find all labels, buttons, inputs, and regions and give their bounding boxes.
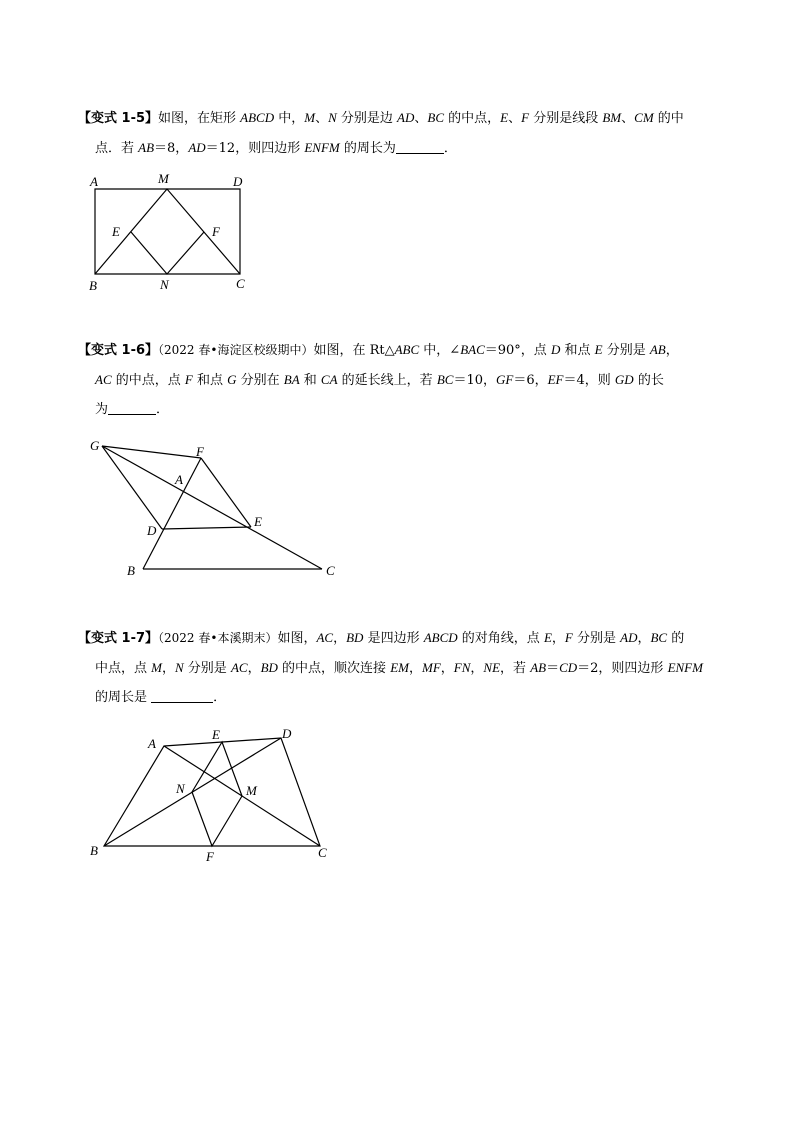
text: 、	[414, 111, 428, 126]
math: F	[184, 372, 193, 387]
text: 的中点，点	[111, 373, 185, 388]
text: 如图，	[277, 631, 317, 646]
text: 的	[667, 631, 685, 646]
text: 的周长是	[95, 690, 152, 705]
math: CM	[634, 110, 654, 125]
math: BD	[260, 660, 278, 675]
text: ．	[156, 402, 170, 417]
math: E	[594, 342, 603, 357]
math: BA	[283, 372, 300, 387]
label-c: C	[236, 276, 245, 291]
label-a: A	[175, 472, 183, 487]
math: AD	[188, 140, 206, 155]
label-f: F	[212, 224, 220, 239]
label-b: B	[89, 278, 97, 293]
math: CA	[320, 372, 338, 387]
label-f: F	[206, 849, 214, 864]
math: AB	[530, 660, 547, 675]
text: ，	[637, 631, 651, 646]
math: E	[543, 630, 552, 645]
math: NE	[483, 660, 501, 675]
math: E	[500, 110, 509, 125]
math: BC	[427, 110, 445, 125]
math: AC	[230, 660, 248, 675]
math: BD	[346, 630, 364, 645]
label-d: D	[282, 726, 292, 741]
text: ，	[161, 661, 175, 676]
text: ＝	[546, 661, 560, 676]
label-e: E	[212, 727, 220, 742]
math: AB	[138, 140, 155, 155]
text: 的中点，	[444, 111, 501, 126]
math: CD	[559, 660, 578, 675]
math: F	[521, 110, 530, 125]
text: ＝6，	[513, 373, 548, 388]
text: 的周长为	[339, 141, 396, 156]
math: AB	[649, 342, 666, 357]
label-d: D	[233, 174, 243, 189]
label-b: B	[127, 563, 135, 578]
math: MF	[421, 660, 441, 675]
text: 中点，点	[95, 661, 152, 676]
math: AC	[316, 630, 334, 645]
text: 和点	[192, 373, 228, 388]
label-n: N	[176, 781, 185, 796]
text: 分别是	[602, 343, 650, 358]
text: 和点	[560, 343, 595, 358]
math: M	[304, 110, 316, 125]
problem-tag: 【变式 1-7】	[78, 631, 159, 646]
text: 如图，在矩形	[158, 111, 241, 126]
text: 点．若	[95, 141, 139, 156]
math: ENFM	[667, 660, 703, 675]
quadrilateral-enfm	[192, 742, 242, 846]
text: ，	[470, 661, 484, 676]
text: 是四边形	[363, 631, 424, 646]
text: 中，∠	[419, 343, 461, 358]
text: ＝4，则	[563, 373, 615, 388]
text: 如图，在 Rt△	[313, 343, 395, 358]
problem-tag: 【变式 1-6】	[78, 343, 159, 358]
text: 、	[621, 111, 635, 126]
problem-source: （2022 春•海淀区校级期中）	[158, 343, 314, 357]
text: ．	[213, 690, 227, 705]
text: 和	[299, 373, 321, 388]
math: EF	[547, 372, 564, 387]
math: BC	[436, 372, 454, 387]
math: ABCD	[240, 110, 275, 125]
text: ＝90°，点	[484, 343, 551, 358]
text: 的延长线上，若	[337, 373, 437, 388]
math: GF	[495, 372, 514, 387]
text: ＝2，则四边形	[577, 661, 668, 676]
text: ，	[247, 661, 261, 676]
math: ABCD	[423, 630, 458, 645]
math: AC	[95, 372, 112, 387]
text: 、	[315, 111, 329, 126]
text: 为	[95, 402, 109, 417]
label-n: N	[160, 277, 169, 292]
math: BM	[602, 110, 622, 125]
label-e: E	[112, 224, 120, 239]
label-a: A	[90, 174, 98, 189]
math: N	[328, 110, 337, 125]
label-e: E	[254, 514, 262, 529]
math: EM	[390, 660, 409, 675]
problem-source: （2022 春•本溪期末）	[158, 631, 278, 645]
text: 的中	[653, 111, 684, 126]
text: ＝8，	[154, 141, 189, 156]
math: G	[227, 372, 237, 387]
label-d: D	[147, 523, 157, 538]
text: 、	[508, 111, 522, 126]
problem-tag: 【变式 1-5】	[78, 111, 159, 126]
label-b: B	[90, 843, 98, 858]
label-a: A	[148, 736, 156, 751]
math: D	[550, 342, 561, 357]
text: 分别是边	[336, 111, 398, 126]
text: ，若	[500, 661, 531, 676]
math: FN	[453, 660, 471, 675]
text: 中，	[274, 111, 305, 126]
text: ＝12，则四边形	[205, 141, 305, 156]
text: 的中点，顺次连接	[277, 661, 391, 676]
quadrilateral-abcd	[104, 738, 320, 846]
text: 的对角线，点	[457, 631, 544, 646]
text: ，	[665, 343, 679, 358]
text: ，	[440, 661, 454, 676]
text: ，	[408, 661, 422, 676]
text: ．	[443, 141, 457, 156]
text: ＝10，	[453, 373, 496, 388]
text: 分别是	[183, 661, 231, 676]
math: N	[175, 660, 184, 675]
label-f: F	[196, 444, 204, 459]
text: 分别是	[572, 631, 621, 646]
math: M	[151, 660, 162, 675]
text: ，	[551, 631, 565, 646]
label-c: C	[326, 563, 335, 578]
label-c: C	[318, 845, 327, 860]
text: 分别在	[236, 373, 284, 388]
text: ，	[333, 631, 347, 646]
math: AD	[620, 630, 638, 645]
math: ABC	[394, 342, 420, 357]
math: AD	[397, 110, 415, 125]
math: BAC	[460, 342, 485, 357]
label-g: G	[90, 438, 100, 453]
label-m: M	[246, 783, 257, 798]
text: 的长	[633, 373, 664, 388]
math: ENFM	[304, 140, 340, 155]
label-m: M	[158, 171, 169, 186]
math: F	[564, 630, 573, 645]
text: 分别是线段	[529, 111, 603, 126]
math: GD	[614, 372, 634, 387]
math: BC	[650, 630, 668, 645]
